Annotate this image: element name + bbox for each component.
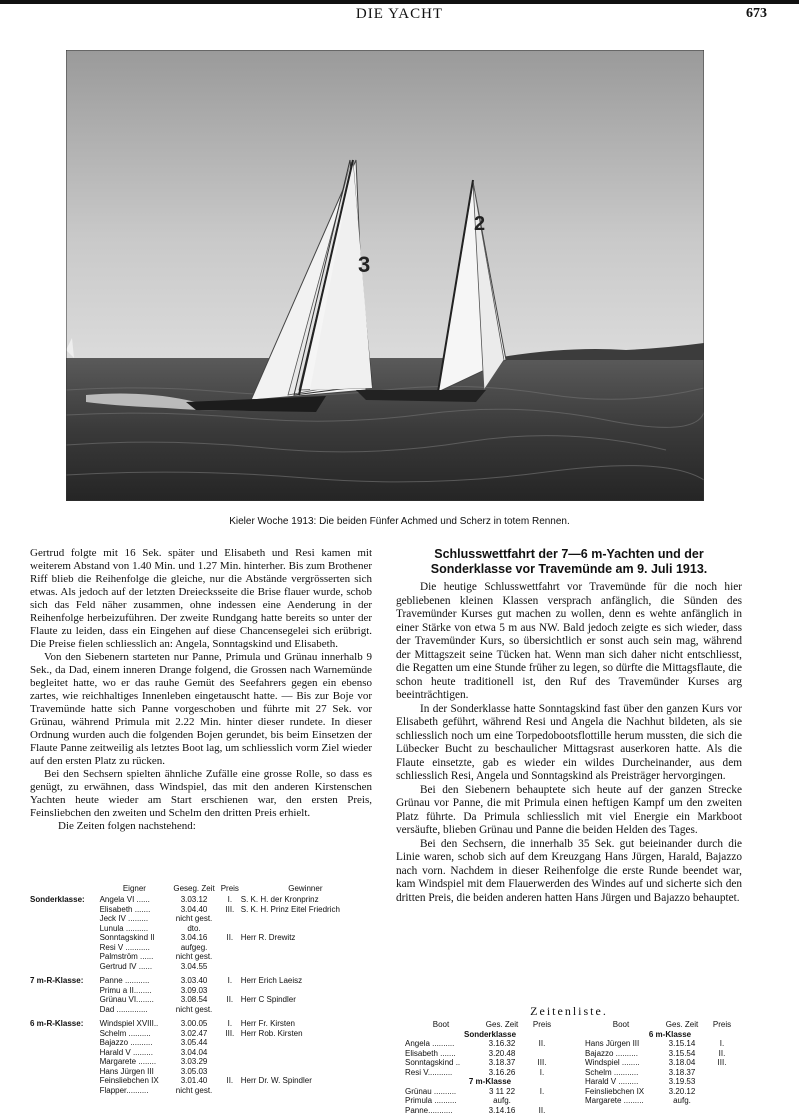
boat-name: Elisabeth ....... [100,905,170,915]
class-label [30,933,100,943]
sailed-time: 3.03.29 [169,1057,219,1067]
sailed-time: aufg. [657,1096,707,1106]
class-label: Sonderklasse [405,1030,575,1040]
class-label [30,1067,100,1077]
photo-caption: Kieler Woche 1913: Die beiden Fünfer Achmed und Scherz in totem Rennen. [0,516,799,527]
prize: III. [707,1058,737,1068]
prize: III. [219,905,241,915]
class-label [30,914,100,924]
prize [707,1087,737,1097]
boat-name: Angela .......... [405,1039,477,1049]
class-label: 6 m-Klasse [585,1030,755,1040]
boat-name: Panne........... [405,1106,477,1115]
table-row [585,1096,755,1106]
table-row [30,986,370,996]
winner: Herr Erich Laeisz [241,976,370,986]
sailed-time: 3.15.54 [657,1049,707,1059]
article-title-line: Sonderklasse vor Travemünde am 9. Juli 1913. [396,562,742,577]
header-time: Geseg. Zeit [169,884,219,895]
prize [219,1086,241,1096]
sky [66,50,704,365]
class-label: 6 m-R-Klasse: [30,1019,100,1029]
sailed-time: 3.20.12 [657,1087,707,1097]
prize: I. [707,1039,737,1049]
prize [219,952,241,962]
sailed-time: 3.03.40 [169,976,219,986]
winner: Herr Rob. Kirsten [241,1029,370,1039]
winner [241,986,370,996]
table-row [30,952,370,962]
sailed-time: nicht gest. [169,1005,219,1015]
paragraph: Die heutige Schlusswettfahrt vor Travemünde für die noch hier gebliebenen kleinen Klassen versprach anfänglich, die Sünden des Travemünder Kurses gut machen zu wollen, denn es wehte anfänglich in einer Stärke von etwa 5 m aus NW. Bald jedoch zeigte es sich wieder, dass der Travemünder Kurs, so übersichtlich er sonst auch sein mag, während der Mittagszeit seine Tücken hat. Wenn man sich daher nicht entschliesst, die Regatten um eine Stunde früher zu legen, so dürfte die Mittagsflaute, die schon heute traditionell ist, den Ruf des Travemünder Kurses arg beeinträchtigen. [396,581,742,703]
boat-name: Primula .......... [405,1096,477,1106]
table-row [585,1049,755,1059]
table-row [585,1058,755,1068]
winner [241,914,370,924]
prize: II. [219,995,241,1005]
sailed-time: 3.16.32 [477,1039,527,1049]
boat-name: Windspiel XVIII.. [100,1019,170,1029]
sailed-time: 3.14.16 [477,1106,527,1115]
boat-name: Jeck IV ......... [100,914,170,924]
class-label [30,924,100,934]
results-header-row [30,884,370,895]
boat-name: Dad .............. [100,1005,170,1015]
boat-name: Windspiel ........ [585,1058,657,1068]
class-label [30,1005,100,1015]
prize [219,1067,241,1077]
article-title-line: Schlusswettfahrt der 7—6 m-Yachten und der [396,547,742,562]
boat-name: Flapper.......... [100,1086,170,1096]
sailed-time: nicht gest. [169,914,219,924]
prize [707,1077,737,1087]
sailed-time: 3.05.44 [169,1038,219,1048]
boat-name: Panne ........... [100,976,170,986]
header-prize: Preis [527,1020,557,1030]
boat-name: Primu a II........ [100,986,170,996]
results-table [30,884,370,1095]
table-row [30,905,370,915]
class-label [30,986,100,996]
sailed-time: 3.02.47 [169,1029,219,1039]
sailed-time: 3.18.04 [657,1058,707,1068]
prize [219,924,241,934]
prize [219,1005,241,1015]
class-label [30,1048,100,1058]
boat-name: Hans Jürgen III [100,1067,170,1077]
table-row [30,1086,370,1096]
class-label [30,1038,100,1048]
table-row [30,1067,370,1077]
prize [219,1057,241,1067]
table-row [30,895,370,905]
table-row [30,1019,370,1029]
sailed-time: 3.19.53 [657,1077,707,1087]
table-row [585,1077,755,1087]
winner [241,1005,370,1015]
boat-name: Bajazzo .......... [100,1038,170,1048]
sailed-time: 3.04.55 [169,962,219,972]
table-row [585,1087,755,1097]
prize: II. [527,1106,557,1115]
paragraph: In der Sonderklasse hatte Sonntagskind fast über den ganzen Kurs vor Elisabeth geführt, während Resi und Angela die Nachhut bildeten, als sie schliesslich noch um eine Torpedobootsflottille herum mussten, die sich die Lübecker Bucht zu beschaulicher Mittagsrast auserkoren hatte. Als die Flaute einsetzte, gab es wieder ein wildes Durcheinander, aus dem schliesslich Resi, Angela und Sonntagskind als Preisträger hervorgingen. [396,703,742,784]
paragraph: Bei den Sechsern spielten ähnliche Zufälle eine grosse Rolle, so dass es genügt, zu erwähnen, dass Windspiel, das mit den anderen Kirstenschen Yachten heute wieder am Start erschienen war, den ersten Preis, Feinsliebchen den zweiten und Schelm den dritten Preis erhielt. [30,768,372,820]
table-row [30,933,370,943]
prize [219,914,241,924]
prize: II. [219,933,241,943]
prize: II. [707,1049,737,1059]
prize [219,1048,241,1058]
class-label: 7 m-Klasse [405,1077,575,1087]
page-number: 673 [746,6,767,22]
winner [241,1038,370,1048]
boat-name: Schelm .......... [100,1029,170,1039]
sailed-time: 3.09.03 [169,986,219,996]
sailing-photo [66,50,704,501]
paragraph: Die Zeiten folgen nachstehend: [30,820,372,833]
sailed-time: 3 11 22 [477,1087,527,1097]
right-column [396,547,742,905]
header-prize: Preis [707,1020,737,1030]
page-header [0,4,799,24]
table-row [30,1048,370,1058]
prize: II. [219,1076,241,1086]
boat-name: Sonntagskind .. [405,1058,477,1068]
boat-name: Lunula .......... [100,924,170,934]
boat-name: Hans Jürgen III [585,1039,657,1049]
boat-name: Schelm ........... [585,1068,657,1078]
paragraph: Von den Siebenern starteten nur Panne, Primula und Grünau innerhalb 9 Sek., da Dad, einem inneren Drange folgend, die Grossen nach Warnemünde begleitet hatte, wo er das rauhe Gemüt des Seefahrers gegen ein ebenso zartes, wie reichhaltiges Innenleben eingetauscht hatte. — Bis zur Boje vor Travemünde hatte sich Panne vorgeschoben und führte mit 27 Sek. vor Grünau, während Primula mit 2.22 Min. hinter dieser rundete. In dieser Ordnung wurden auch die folgenden Bojen gerundet, bis beim Einsetzen der Flaute Panne zeitweilig als letztes Boot lag, um schliesslich vorm Ziel wieder auf den ersten Platz zu rücken. [30,651,372,768]
table-row [30,1076,370,1086]
photo-illustration [66,50,704,501]
boat-name: Feinsliebchen IX [585,1087,657,1097]
sailed-time: 3.15.14 [657,1039,707,1049]
prize [707,1068,737,1078]
sailed-time: aufgeg. [169,943,219,953]
boat-name: Gertrud IV ...... [100,962,170,972]
left-column [30,547,372,833]
prize [219,1038,241,1048]
boat-name: Angela VI ...... [100,895,170,905]
table-row [30,914,370,924]
prize: I. [527,1087,557,1097]
winner [241,1057,370,1067]
table-row [405,1058,575,1068]
table-row [30,943,370,953]
prize: I. [527,1068,557,1078]
header-winner: Gewinner [241,884,370,895]
sailed-time: 3.16.26 [477,1068,527,1078]
table-row [30,995,370,1005]
class-label [30,1086,100,1096]
winner: S. K. H. Prinz Eitel Friedrich [241,905,370,915]
sea [66,358,704,501]
class-label: 7 m-R-Klasse: [30,976,100,986]
sailed-time: 3.08.54 [169,995,219,1005]
boat-name: Resi V ........... [100,943,170,953]
winner: S. K. H. der Kronprinz [241,895,370,905]
sailed-time: 3.20.48 [477,1049,527,1059]
prize: III. [527,1058,557,1068]
header-prize: Preis [219,884,241,895]
class-label [30,962,100,972]
winner [241,1048,370,1058]
table-row [405,1106,575,1115]
boat-name: Resi V........... [405,1068,477,1078]
class-label [30,995,100,1005]
class-label [30,952,100,962]
sail-number-left: 3 [358,252,370,277]
table-row [405,1039,575,1049]
sailed-time: 3.01.40 [169,1076,219,1086]
sailed-time: 3.04.04 [169,1048,219,1058]
sailed-time: 3.04.40 [169,905,219,915]
sailed-time: 3.05.03 [169,1067,219,1077]
boat-name: Margarete ......... [585,1096,657,1106]
prize: III. [219,1029,241,1039]
prize [707,1096,737,1106]
boat-name: Palmström ...... [100,952,170,962]
table-row [30,1057,370,1067]
prize [219,962,241,972]
header-spacer [30,884,100,895]
paragraph: Bei den Sechsern, die innerhalb 35 Sek. gut beieinander durch die Linie waren, schob sich auf dem Kreuzgang Hans Jürgen, Harald, Bajazzo nach vorn. Nachdem in dieser Reihenfolge die erste Runde beendet war, kam Windspiel mit dem Flauerwerden des Windes auf und sicherte sich den dritten Preis, die beiden anderen hatten Hans Jürgen und Bajazzo behauptet. [396,838,742,906]
sailed-time: nicht gest. [169,1086,219,1096]
sail-number-right: 2 [474,213,485,235]
class-label [30,905,100,915]
table-row [30,962,370,972]
boat-name: Harald V ......... [585,1077,657,1087]
table-row [30,976,370,986]
winner [241,1067,370,1077]
sailed-time: 3.18.37 [657,1068,707,1078]
class-label: Sonderklasse: [30,895,100,905]
table-row [30,1005,370,1015]
winner [241,924,370,934]
prize [219,943,241,953]
prize: I. [219,895,241,905]
paragraph: Bei den Siebenern behauptete sich heute auf der ganzen Strecke Grünau vor Panne, die mit Primula einen heftigen Kampf um den zweiten Platz führte. Da Primula schliesslich mit viel Energie ein Markboot versäufte, blieben Grünau und Panne die beiden Helden des Tages. [396,784,742,838]
zeiten-header-row [405,1020,575,1030]
table-row [30,1038,370,1048]
prize [527,1096,557,1106]
winner [241,943,370,953]
table-row [405,1087,575,1097]
sailed-time: nicht gest. [169,952,219,962]
class-label [30,1057,100,1067]
table-row [30,1029,370,1039]
winner [241,952,370,962]
winner [241,962,370,972]
prize: I. [219,976,241,986]
sailed-time: 3.00.05 [169,1019,219,1029]
paragraph: Gertrud folgte mit 16 Sek. später und Elisabeth und Resi kamen mit weiterem Abstand von 1.40 Min. und 1.27 Min. hinterher. Bis zum Brothener Riff blieb die Reihenfolge die gleiche, nur die Abstände vergrösserten sich etwas. Als jedoch auf der letzten Dreiecksseite die Brise flauer wurde, schob sich das Feld näher zusammen, ohne indessen eine Aenderung in der Reihenfolge herbeizuführen. Der zweite Rundgang hatte bereits so unter der Flaute zu leiden, dass ein Eingehen auf diese Chancensegelei sich erübrigt. Die Preise fielen schliesslich an: Angela, Sonntagskind und Elisabeth. [30,547,372,651]
header-time: Ges. Zeit [657,1020,707,1030]
winner: Herr R. Drewitz [241,933,370,943]
header-boat: Eigner [100,884,170,895]
table-row [585,1068,755,1078]
class-label [30,1029,100,1039]
zeitenliste-right [585,1020,755,1106]
boat-name: Feinsliebchen IX [100,1076,170,1086]
boat-name: Bajazzo .......... [585,1049,657,1059]
boat-name: Margarete ........ [100,1057,170,1067]
winner [241,1086,370,1096]
table-row [30,924,370,934]
journal-title: DIE YACHT [0,6,799,23]
class-label [30,1076,100,1086]
zeitenliste-left [405,1020,575,1115]
table-row [405,1068,575,1078]
header-boat: Boot [585,1020,657,1030]
table-row [585,1039,755,1049]
zeitenliste-title: Zeitenliste. [396,1004,742,1019]
class-label [30,943,100,953]
boat-name: Grünau .......... [405,1087,477,1097]
boat-name: Elisabeth ....... [405,1049,477,1059]
sailed-time: 3.18.37 [477,1058,527,1068]
prize [219,986,241,996]
sailed-time: aufg. [477,1096,527,1106]
article-title [396,547,742,577]
winner: Herr Dr. W. Spindler [241,1076,370,1086]
boat-name: Grünau VI........ [100,995,170,1005]
table-row [405,1049,575,1059]
sailed-time: 3.04.16 [169,933,219,943]
header-time: Ges. Zeit [477,1020,527,1030]
prize [527,1049,557,1059]
boat-name: Sonntagskind II [100,933,170,943]
sailed-time: dto. [169,924,219,934]
winner: Herr Fr. Kirsten [241,1019,370,1029]
prize: II. [527,1039,557,1049]
header-boat: Boot [405,1020,477,1030]
zeiten-header-row [585,1020,755,1030]
table-row [405,1096,575,1106]
boat-name: Harald V ......... [100,1048,170,1058]
prize: I. [219,1019,241,1029]
sailed-time: 3.03.12 [169,895,219,905]
winner: Herr C Spindler [241,995,370,1005]
